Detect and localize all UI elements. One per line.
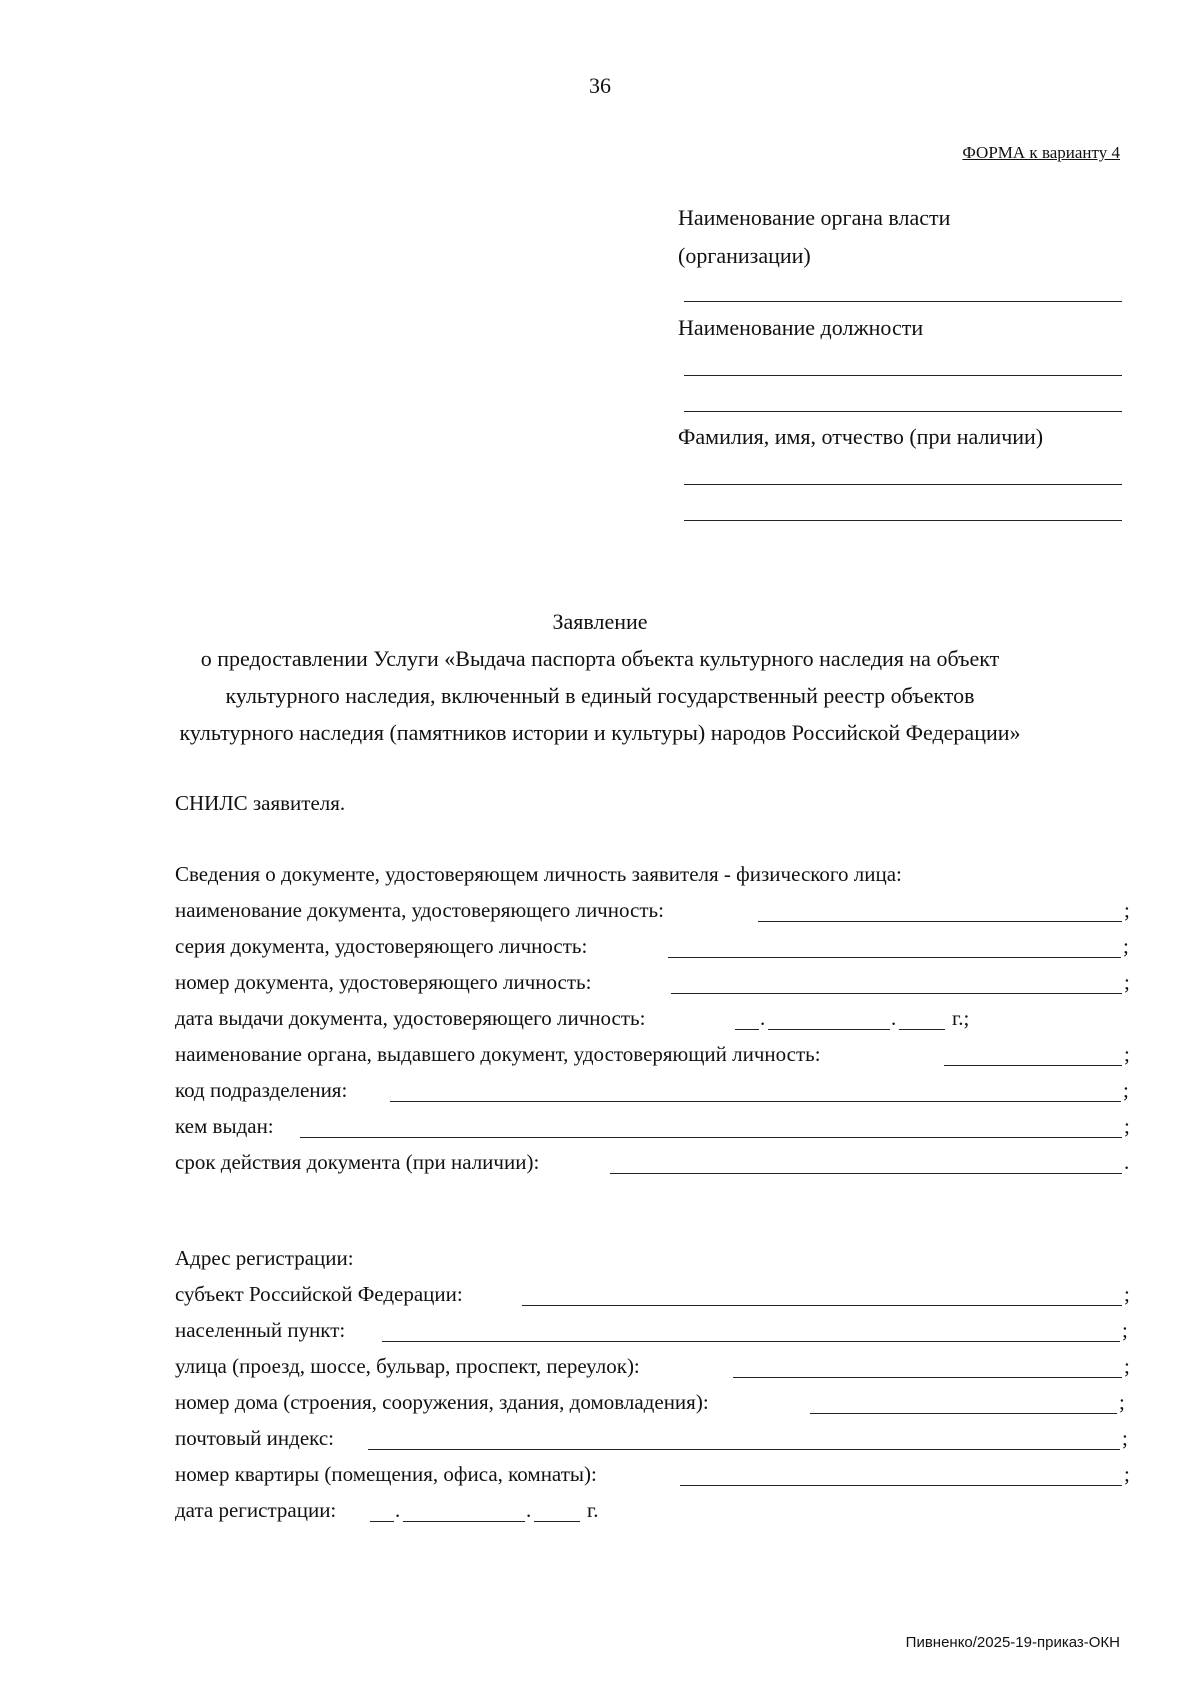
issue-date-day-field[interactable] [735,1029,759,1030]
issuer-semicolon: ; [1124,1042,1130,1066]
reg-postcode-label: почтовый индекс: [175,1426,334,1450]
issue-date-dot-2: . [891,1006,897,1030]
division-code-field-line[interactable] [390,1101,1121,1102]
doc-number-semicolon: ; [1124,970,1130,994]
title-line-3: культурного наследия (памятников истории и культуры) народов Российской Федерации» [179,720,1021,745]
reg-date-tail: г. [587,1498,599,1522]
addressee-name-field-line-1[interactable] [684,484,1122,485]
doc-series-semicolon: ; [1123,934,1129,958]
title-heading: Заявление [552,609,648,634]
reg-date-day-field[interactable] [370,1521,394,1522]
title-line-1: о предоставлении Услуги «Выдача паспорта объекта культурного наследия на объект [200,646,1000,671]
reg-date-dot-2: . [526,1498,532,1522]
doc-name-label: наименование документа, удостоверяющего личность: [175,898,664,922]
reg-house-field-line[interactable] [810,1413,1117,1414]
reg-locality-field-line[interactable] [382,1341,1120,1342]
reg-apartment-semicolon: ; [1124,1462,1130,1486]
division-code-semicolon: ; [1123,1078,1129,1102]
addressee-name-label: Фамилия, имя, отчество (при наличии) [678,424,1044,449]
issued-by-field-line[interactable] [300,1137,1122,1138]
addressee-org-field-line[interactable] [684,301,1122,302]
reg-date-year-field[interactable] [534,1521,580,1522]
addressee-org-line1: Наименование органа власти [678,205,951,230]
document-title [150,603,1050,751]
addressee-org-line2: (организации) [678,243,811,268]
reg-house-label: номер дома (строения, сооружения, здания, домовладения): [175,1390,709,1414]
reg-house-semicolon: ; [1119,1390,1125,1414]
reg-date-month-field[interactable] [403,1521,525,1522]
identity-heading: Сведения о документе, удостоверяющем личность заявителя - физического лица: [175,862,902,886]
reg-date-dot-1: . [395,1498,401,1522]
registration-heading: Адрес регистрации: [175,1246,354,1270]
issue-date-tail: г.; [952,1006,970,1030]
reg-subject-label: субъект Российской Федерации: [175,1282,463,1306]
doc-name-semicolon: ; [1124,898,1130,922]
validity-field-line[interactable] [610,1173,1122,1174]
addressee-position-field-line-1[interactable] [684,375,1122,376]
reg-postcode-semicolon: ; [1122,1426,1128,1450]
doc-number-field-line[interactable] [671,993,1122,994]
reg-street-semicolon: ; [1124,1354,1130,1378]
reg-date-label: дата регистрации: [175,1498,337,1522]
issued-by-label: кем выдан: [175,1114,274,1138]
doc-series-label: серия документа, удостоверяющего личность: [175,934,588,958]
reg-apartment-field-line[interactable] [680,1485,1122,1486]
issued-by-semicolon: ; [1124,1114,1130,1138]
addressee-name-field-line-2[interactable] [684,520,1122,521]
issuer-label: наименование органа, выдавшего документ, удостоверяющий личность: [175,1042,821,1066]
page-number: 36 [589,73,611,98]
issue-date-dot-1: . [760,1006,766,1030]
validity-period: . [1124,1150,1130,1174]
reg-subject-field-line[interactable] [522,1305,1122,1306]
doc-series-field-line[interactable] [668,957,1121,958]
title-line-2: культурного наследия, включенный в единый государственный реестр объектов [225,683,975,708]
addressee-position-label: Наименование должности [678,315,924,340]
reg-street-label: улица (проезд, шоссе, бульвар, проспект, переулок): [175,1354,640,1378]
issue-date-year-field[interactable] [899,1029,945,1030]
reg-locality-label: населенный пункт: [175,1318,346,1342]
form-label: ФОРМА к варианту 4 [962,143,1120,162]
issue-date-label: дата выдачи документа, удостоверяющего личность: [175,1006,646,1030]
issue-date-month-field[interactable] [768,1029,890,1030]
addressee-position-field-line-2[interactable] [684,411,1122,412]
snils-label: СНИЛС заявителя. [175,791,346,815]
reg-apartment-label: номер квартиры (помещения, офиса, комнаты): [175,1462,597,1486]
reg-street-field-line[interactable] [733,1377,1122,1378]
reg-postcode-field-line[interactable] [368,1449,1120,1450]
doc-name-field-line[interactable] [758,921,1122,922]
validity-label: срок действия документа (при наличии): [175,1150,540,1174]
reg-locality-semicolon: ; [1122,1318,1128,1342]
issuer-field-line[interactable] [944,1065,1122,1066]
footer-doc-id: Пивненко/2025-19-приказ-ОКН [905,1634,1120,1651]
reg-subject-semicolon: ; [1124,1282,1130,1306]
division-code-label: код подразделения: [175,1078,348,1102]
doc-number-label: номер документа, удостоверяющего личность: [175,970,592,994]
